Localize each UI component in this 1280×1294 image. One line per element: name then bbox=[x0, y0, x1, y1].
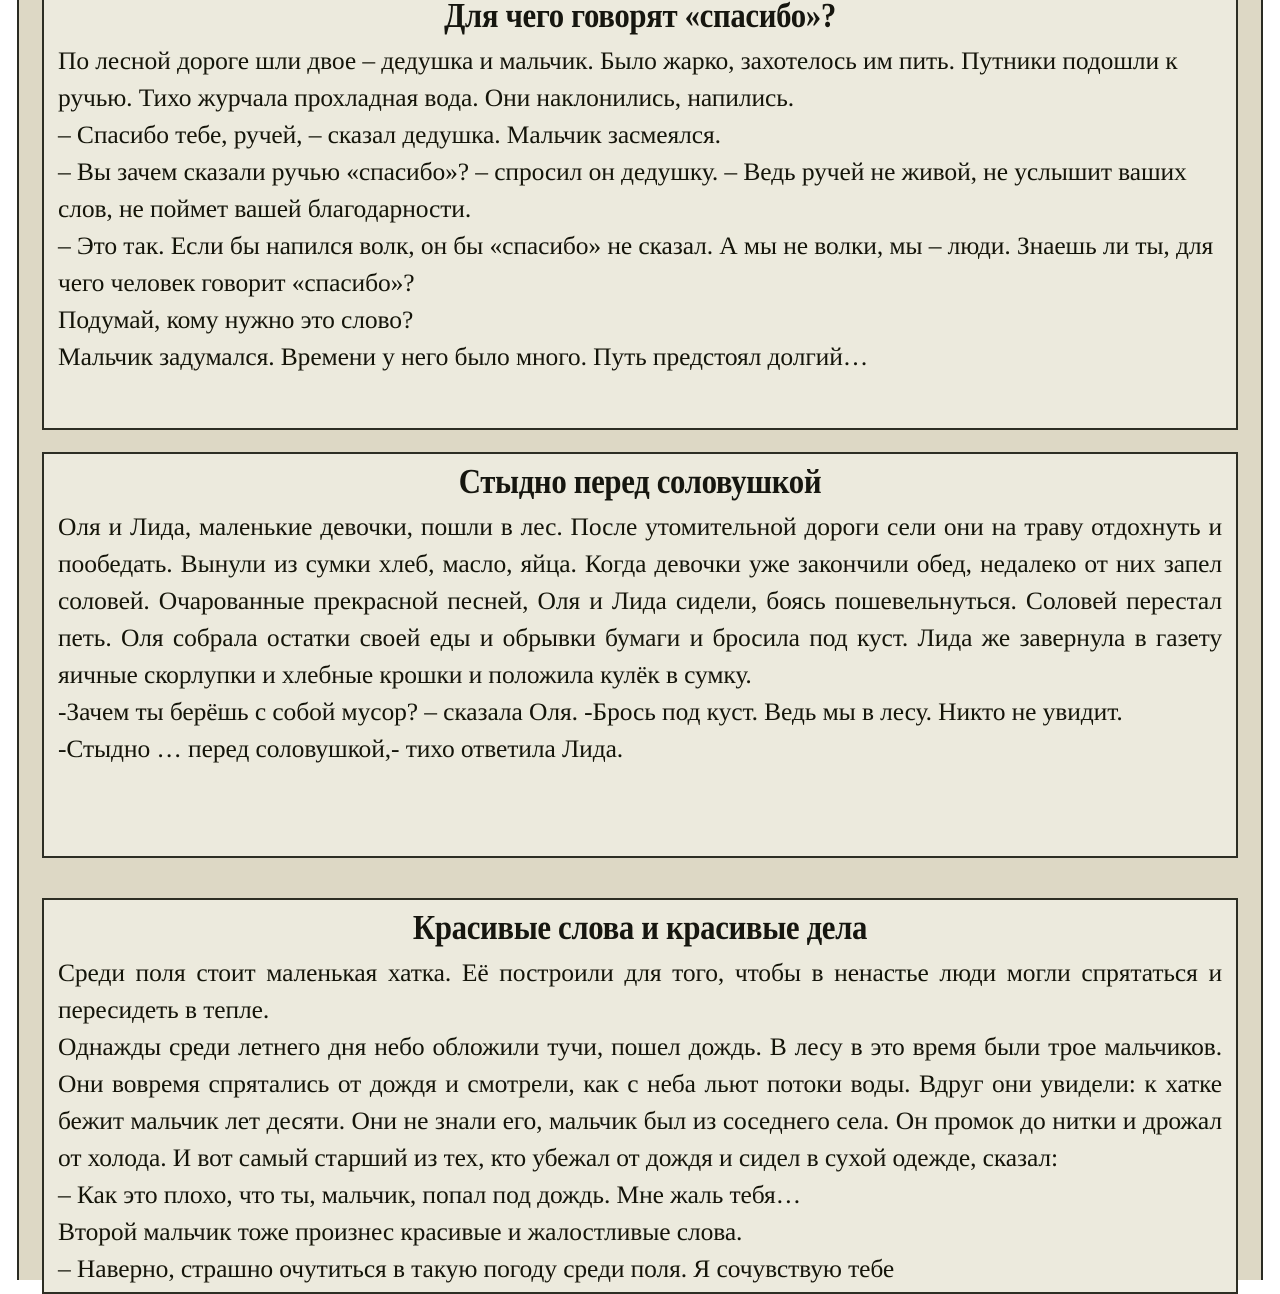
story-paragraph: – Наверно, страшно очутиться в такую погоду среди поля. Я сочувствую тебе bbox=[58, 1254, 895, 1283]
story-paragraph: Среди поля стоит маленькая хатка. Её построили для того, чтобы в ненастье люди могли спрятаться и пересидеть в тепле. bbox=[58, 958, 1222, 1024]
story-paragraph: – Вы зачем сказали ручью «спасибо»? – спросил он дедушку. – Ведь ручей не живой, не услышит ваших слов, не поймет вашей благодарности. bbox=[58, 157, 1187, 223]
story-paragraph: Второй мальчик тоже произнес красивые и жалостливые слова. bbox=[58, 1217, 743, 1246]
story-title: Для чего говорят «спасибо»? bbox=[444, 0, 836, 35]
story-paragraph: Однажды среди летнего дня небо обложили тучи, пошел дождь. В лесу в это время были трое мальчиков. Они вовремя спрятались от дождя и смотрели, как с неба льют потоки воды. Вдруг они увидели: к хатке бежит мальчик лет десяти. Они не знали его, мальчик был из соседнего села. Он промок до нитки и дрожал от холода. И вот самый старший из тех, кто убежал от дождя и сидел в сухой одежде, сказал: bbox=[58, 1032, 1222, 1172]
story-paragraph: Мальчик задумался. Времени у него было много. Путь предстоял долгий… bbox=[58, 342, 869, 371]
story-paragraph: Подумай, кому нужно это слово? bbox=[58, 305, 414, 334]
story-paragraph: -Зачем ты берёшь с собой мусор? – сказала Оля. -Брось под куст. Ведь мы в лесу. Никто не увидит. bbox=[58, 697, 1123, 726]
story-title: Стыдно перед соловушкой bbox=[458, 462, 822, 501]
story-box bbox=[42, 452, 1238, 858]
story-box bbox=[42, 898, 1238, 1294]
story-paragraph: -Стыдно … перед соловушкой,- тихо ответила Лида. bbox=[58, 734, 624, 763]
story-paragraph: – Как это плохо, что ты, мальчик, попал под дождь. Мне жаль тебя… bbox=[58, 1180, 802, 1209]
page-rule-right bbox=[1261, 0, 1263, 1280]
story-body bbox=[58, 42, 1222, 375]
story-paragraph: Оля и Лида, маленькие девочки, пошли в лес. После утомительной дороги сели они на траву отдохнуть и пообедать. Вынули из сумки хлеб, масло, яйца. Когда девочки уже закончили обед, недалеко от них запел соловей. Очарованные прекрасной песней, Оля и Лида сидели, боясь пошевельнуться. Соловей перестал петь. Оля собрала остатки своей еды и обрывки бумаги и бросила под куст. Лида же завернула в газету яичные скорлупки и хлебные крошки и положила кулёк в сумку. bbox=[58, 512, 1222, 689]
story-paragraph: По лесной дороге шли двое – дедушка и мальчик. Было жарко, захотелось им пить. Путники подошли к ручью. Тихо журчала прохладная вода. Они наклонились, напились. bbox=[58, 46, 1178, 112]
story-paragraph: – Спасибо тебе, ручей, – сказал дедушка. Мальчик засмеялся. bbox=[58, 120, 721, 149]
story-body bbox=[58, 508, 1222, 767]
story-title: Красивые слова и красивые дела bbox=[412, 908, 868, 947]
story-body bbox=[58, 954, 1222, 1287]
story-paragraph: – Это так. Если бы напился волк, он бы «спасибо» не сказал. А мы не волки, мы – люди. Знаешь ли ты, для чего человек говорит «спасибо»? bbox=[58, 231, 1214, 297]
story-list bbox=[19, 0, 1261, 1283]
story-box bbox=[42, 0, 1238, 430]
